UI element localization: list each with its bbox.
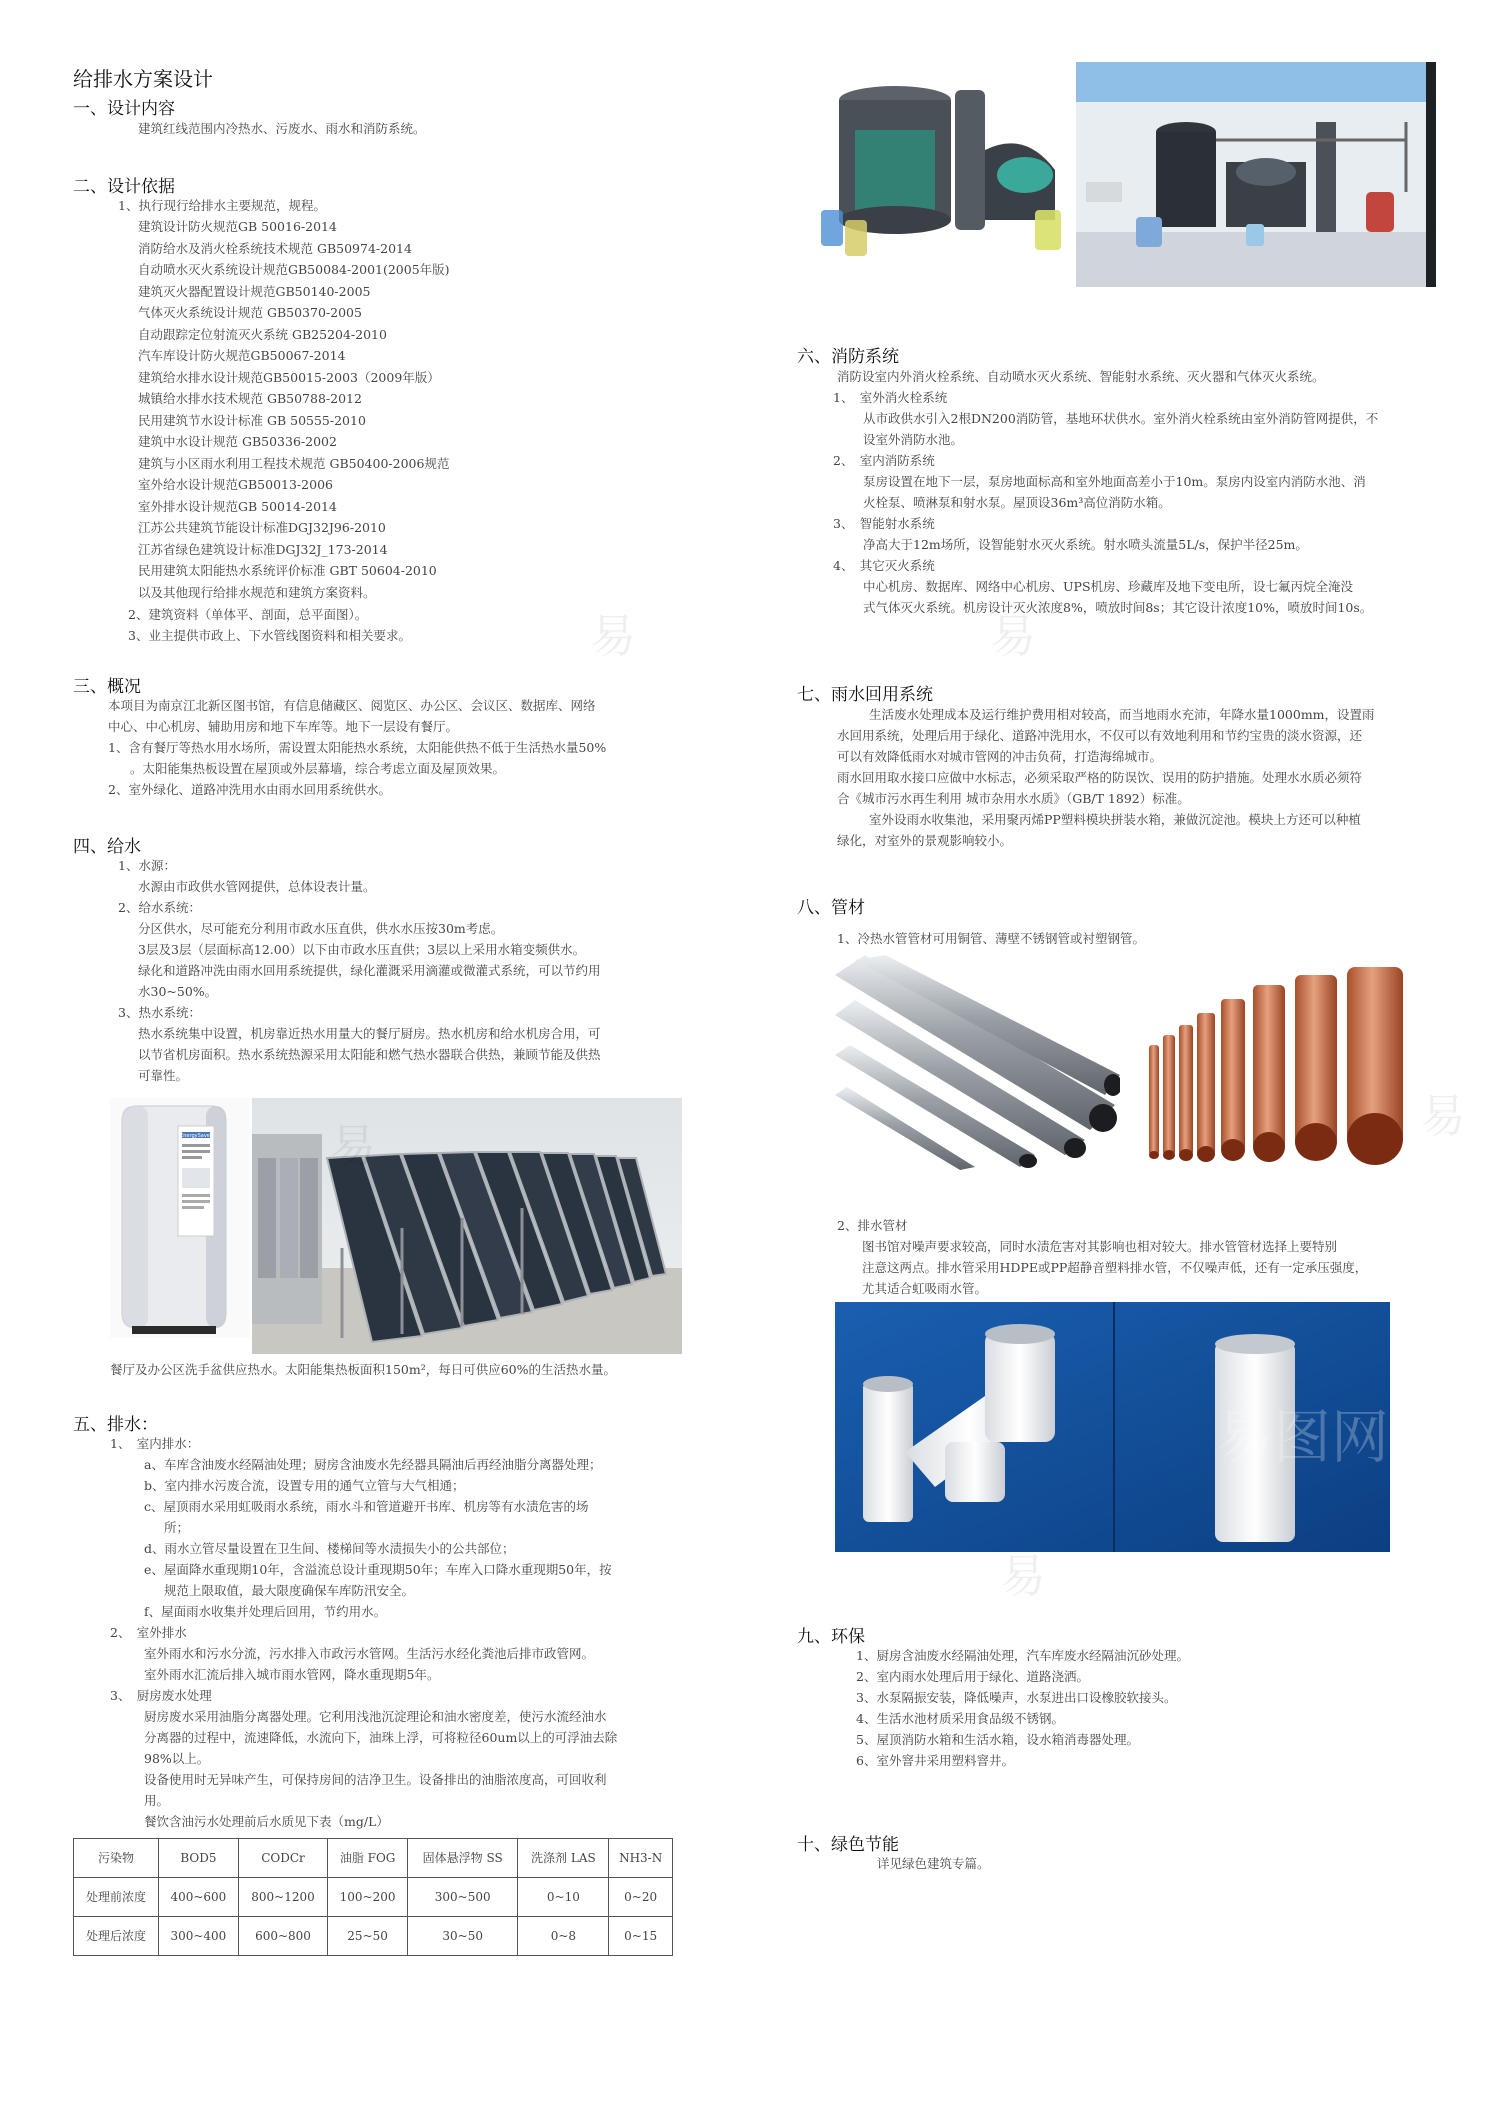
fire-line: 设室外消防水池。: [863, 432, 964, 447]
code-item: 城镇给水排水技术规范 GB50788-2012: [138, 391, 362, 406]
fire-line: 中心机房、数据库、网络中心机房、UPS机房、珍藏库及地下变电所，设七氟丙烷全淹没: [863, 579, 1354, 594]
section-8-heading: 八、管材: [797, 898, 865, 918]
drainage-line: 98%以上。: [144, 1751, 210, 1766]
code-item: 建筑设计防火规范GB 50016-2014: [138, 219, 337, 234]
drainage-line: 室外雨水汇流后排入城市雨水管网，降水重现期5年。: [144, 1667, 440, 1682]
overview-line: 中心、中心机房、辅助用房和地下车库等。地下一层设有餐厅。: [108, 719, 459, 734]
rainwater-line: 室外设雨水收集池，采用聚丙烯PP塑料模块拼装水箱，兼做沉淀池。模块上方还可以种植: [869, 812, 1361, 827]
table-cell: CODCr: [238, 1839, 327, 1878]
code-item: 以及其他现行给排水规范和建筑方案资料。: [138, 584, 376, 600]
code-item: 江苏省绿色建筑设计标准DGJ32J_173-2014: [138, 541, 388, 557]
code-item: 消防给水及消火栓系统技术规范 GB50974-2014: [138, 240, 412, 256]
environment-line: 2、室内雨水处理后用于绿化、道路浇洒。: [856, 1669, 1089, 1684]
drainage-line: 3、 厨房废水处理: [110, 1688, 212, 1703]
table-row: [74, 1917, 673, 1956]
watermark-glyph: 易: [590, 609, 636, 663]
code-item: 室外给水设计规范GB50013-2006: [138, 477, 333, 492]
table-cell: 400~600: [159, 1878, 239, 1917]
water-supply-line: 热水系统集中设置，机房靠近热水用量大的餐厅厨房。热水机房和给水机房合用，可: [138, 1026, 601, 1041]
drainage-line: 设备使用时无异味产生，可保持房间的洁净卫生。设备排出的油脂浓度高，可回收利: [144, 1772, 607, 1787]
drainage-line: 2、 室外排水: [110, 1625, 187, 1640]
pipe-item-2: 2、排水管材: [837, 1218, 908, 1233]
rainwater-line: 生活废水处理成本及运行维护费用相对较高，而当地雨水充沛，年降水量1000mm，设置雨: [869, 707, 1375, 722]
rainwater-line: 水回用系统，处理后用于绿化、道路冲洗用水，不仅可以有效地利用和节约宝贵的淡水资源，还: [837, 728, 1363, 743]
water-supply-line: 1、水源：: [118, 858, 176, 873]
fire-line: 火栓泵、喷淋泵和射水泵。屋顶设36m³高位消防水箱。: [863, 495, 1171, 510]
water-supply-line: 绿化和道路冲洗由雨水回用系统提供，绿化灌溉采用滴灌或微灌式系统，可以节约用: [138, 963, 601, 978]
section-3-heading: 三、概况: [73, 677, 141, 697]
section-2-item-3: 3、业主提供市政上、下水管线图资料和相关要求。: [128, 628, 411, 643]
section-2-heading: 二、设计依据: [73, 177, 175, 197]
fire-line: 泵房设置在地下一层，泵房地面标高和室外地面高差小于10m。泵房内设室内消防水池、消: [863, 474, 1366, 489]
code-item: 建筑灭火器配置设计规范GB50140-2005: [138, 283, 371, 299]
environment-line: 5、屋顶消防水箱和生活水箱，设水箱消毒器处理。: [856, 1732, 1139, 1747]
drain-pipe-line: 尤其适合虹吸雨水管。: [862, 1281, 988, 1296]
table-cell: 油脂 FOG: [328, 1839, 408, 1878]
drainage-line: 1、 室内排水：: [110, 1436, 200, 1451]
section-7-heading: 七、雨水回用系统: [797, 685, 933, 705]
water-quality-table: [73, 1838, 673, 1956]
environment-line: 1、厨房含油废水经隔油处理，汽车库废水经隔油沉砂处理。: [856, 1648, 1189, 1663]
water-supply-line: 3层及3层（层面标高12.00）以下由市政水压直供；3层以上采用水箱变频供水。: [138, 942, 586, 957]
code-item: 气体灭火系统设计规范 GB50370-2005: [138, 305, 362, 320]
fire-line: 2、 室内消防系统: [833, 453, 935, 468]
code-item: 建筑给水排水设计规范GB50015-2003（2009年版）: [138, 369, 440, 385]
stainless-pipe-image: [835, 955, 1120, 1170]
table-cell: 300~400: [159, 1917, 239, 1956]
fire-line: 消防设室内外消火栓系统、自动喷水灭火系统、智能射水系统、灭火器和气体灭火系统。: [837, 369, 1325, 384]
watermark-text: 易图网: [1215, 1403, 1390, 1471]
table-cell: 0~10: [518, 1878, 609, 1917]
table-cell: 0~20: [609, 1878, 673, 1917]
overview-line: 。太阳能集热板设置在屋顶或外层幕墙，综合考虑立面及屋顶效果。: [130, 761, 506, 776]
water-supply-line: 水源由市政供水管网提供，总体设表计量。: [138, 879, 376, 894]
water-supply-line: 分区供水，尽可能充分利用市政水压直供，供水水压按30m考虑。: [138, 921, 504, 936]
drainage-line: b、室内排水污废合流，设置专用的通气立管与大气相通；: [144, 1478, 465, 1493]
fire-line: 3、 智能射水系统: [833, 516, 935, 531]
section-10-text: 详见绿色建筑专篇。: [877, 1856, 990, 1871]
section-4-heading: 四、给水: [73, 837, 141, 857]
watermark-glyph: 易: [990, 609, 1036, 663]
table-cell: 0~15: [609, 1917, 673, 1956]
overview-line: 本项目为南京江北新区图书馆，有信息储藏区、阅览区、办公区、会议区、数据库、网络: [108, 698, 596, 713]
code-item: 自动跟踪定位射流灭火系统 GB25204-2010: [138, 326, 387, 342]
copper-pipe-image: [1127, 955, 1427, 1170]
code-item: 自动喷水灭火系统设计规范GB50084-2001(2005年版): [138, 262, 450, 277]
water-supply-line: 2、给水系统：: [118, 900, 201, 915]
drainage-line: 餐饮含油污水处理前后水质见下表（mg/L）: [144, 1814, 389, 1829]
table-cell: 100~200: [328, 1878, 408, 1917]
solar-caption: 餐厅及办公区洗手盆供应热水。太阳能集热板面积150m²，每日可供应60%的生活热水量。: [110, 1362, 617, 1377]
drainage-line: 厨房废水采用油脂分离器处理。它利用浅池沉淀理论和油水密度差，使污水流经油水: [144, 1709, 607, 1724]
table-cell: 25~50: [328, 1917, 408, 1956]
table-cell: NH3-N: [609, 1839, 673, 1878]
drainage-line: f、屋面雨水收集并处理后回用，节约用水。: [144, 1604, 387, 1619]
table-cell: 洗涤剂 LAS: [518, 1839, 609, 1878]
drainage-line: 所；: [164, 1520, 190, 1535]
table-cell: 污染物: [74, 1839, 159, 1878]
table-cell: 30~50: [407, 1917, 517, 1956]
code-item: 民用建筑节水设计标准 GB 50555-2010: [138, 412, 366, 428]
fire-line: 净高大于12m场所，设智能射水灭火系统。射水喷头流量5L/s，保护半径25m。: [863, 537, 1308, 552]
environment-line: 3、水泵隔振安装，降低噪声，水泵进出口设橡胶软接头。: [856, 1690, 1177, 1705]
drainage-line: c、屋顶雨水采用虹吸雨水系统，雨水斗和管道避开书库、机房等有水渍危害的场: [144, 1499, 589, 1514]
rainwater-line: 可以有效降低雨水对城市管网的冲击负荷，打造海绵城市。: [837, 749, 1163, 764]
oil-separator-installation-image: [1076, 62, 1436, 287]
pipe-item-1: 1、冷热水管管材可用铜管、薄壁不锈钢管或衬塑钢管。: [837, 931, 1145, 946]
drainage-line: d、雨水立管尽量设置在卫生间、楼梯间等水渍损失小的公共部位；: [144, 1541, 515, 1556]
water-supply-line: 3、热水系统：: [118, 1005, 201, 1020]
water-supply-line: 可靠性。: [138, 1068, 189, 1083]
drainage-line: 分离器的过程中，流速降低，水流向下，油珠上浮，可将粒径60um以上的可浮油去除: [144, 1730, 618, 1745]
code-item: 建筑与小区雨水利用工程技术规范 GB50400-2006规范: [138, 455, 450, 471]
section-5-heading: 五、排水：: [73, 1415, 158, 1435]
code-item: 建筑中水设计规范 GB50336-2002: [138, 434, 337, 449]
table-row: [74, 1878, 673, 1917]
rainwater-line: 雨水回用取水接口应做中水标志，必须采取严格的防误饮、误用的防护措施。处理水水质必须符: [837, 770, 1363, 785]
water-heater-image: [110, 1098, 250, 1338]
section-1-text: 建筑红线范围内冷热水、污废水、雨水和消防系统。: [138, 121, 426, 136]
code-item: 江苏公共建筑节能设计标准DGJ32J96-2010: [138, 520, 386, 535]
water-supply-line: 以节省机房面积。热水系统热源采用太阳能和燃气热水器联合供热，兼顾节能及供热: [138, 1047, 601, 1062]
watermark-glyph: 易: [1420, 1089, 1466, 1143]
rainwater-line: 合《城市污水再生利用 城市杂用水水质》（GB/T 1892）标准。: [837, 791, 1190, 806]
heater-brand: EnergySaver: [180, 1133, 212, 1139]
environment-line: 4、生活水池材质采用食品级不锈钢。: [856, 1711, 1064, 1726]
table-cell: 600~800: [238, 1917, 327, 1956]
table-cell: 固体悬浮物 SS: [407, 1839, 517, 1878]
solar-collector-image: [252, 1098, 682, 1354]
table-cell: BOD5: [159, 1839, 239, 1878]
document-title: 给排水方案设计: [73, 67, 213, 91]
table-cell: 处理后浓度: [74, 1917, 159, 1956]
code-item: 汽车库设计防火规范GB50067-2014: [138, 348, 346, 363]
pvc-drain-pipe-image: [835, 1302, 1390, 1552]
environment-line: 6、室外窨井采用塑料窨井。: [856, 1753, 1014, 1768]
fire-line: 式气体灭火系统。机房设计灭火浓度8%，喷放时间8s；其它设计浓度10%，喷放时间10s。: [863, 600, 1373, 615]
table-header-row: [74, 1839, 673, 1878]
drainage-line: a、车库含油废水经隔油处理；厨房含油废水先经器具隔油后再经油脂分离器处理；: [144, 1457, 602, 1472]
water-supply-line: 水30~50%。: [138, 984, 218, 999]
code-item: 室外排水设计规范GB 50014-2014: [138, 498, 337, 514]
section-6-heading: 六、消防系统: [797, 347, 899, 367]
drain-pipe-line: 图书馆对噪声要求较高，同时水渍危害对其影响也相对较大。排水管管材选择上要特别: [862, 1239, 1338, 1254]
section-9-heading: 九、环保: [797, 1627, 865, 1647]
fire-line: 4、 其它灭火系统: [833, 558, 935, 573]
table-cell: 处理前浓度: [74, 1878, 159, 1917]
section-2-item-2: 2、建筑资料（单体平、剖面，总平面图）。: [128, 607, 368, 622]
table-cell: 0~8: [518, 1917, 609, 1956]
watermark-glyph: 易: [1000, 1549, 1046, 1603]
code-item: 民用建筑太阳能热水系统评价标准 GBT 50604-2010: [138, 563, 437, 578]
rainwater-line: 绿化，对室外的景观影响较小。: [837, 833, 1013, 848]
oil-separator-product-image: [815, 60, 1075, 275]
section-2-item-1: 1、执行现行给排水主要规范，规程。: [118, 198, 326, 213]
drain-pipe-line: 注意这两点。排水管采用HDPE或PP超静音塑料排水管，不仅噪声低，还有一定承压强度，: [862, 1260, 1368, 1275]
overview-line: 1、含有餐厅等热水用水场所，需设置太阳能热水系统，太阳能供热不低于生活热水量50%: [108, 740, 607, 755]
fire-line: 从市政供水引入2根DN200消防管，基地环状供水。室外消火栓系统由室外消防管网提供，不: [863, 411, 1379, 426]
overview-line: 2、室外绿化、道路冲洗用水由雨水回用系统供水。: [108, 782, 391, 797]
drainage-line: 用。: [144, 1793, 170, 1808]
section-1-heading: 一、设计内容: [73, 99, 175, 119]
table-cell: 800~1200: [238, 1878, 327, 1917]
section-10-heading: 十、绿色节能: [797, 1835, 899, 1855]
drainage-line: 规范上限取值，最大限度确保车库防汛安全。: [164, 1583, 415, 1598]
fire-line: 1、 室外消火栓系统: [833, 390, 948, 405]
code-list: [138, 216, 450, 603]
drainage-line: e、屋面降水重现期10年，含溢流总设计重现期50年；车库入口降水重现期50年，按: [144, 1562, 612, 1577]
drainage-line: 室外雨水和污水分流，污水排入市政污水管网。生活污水经化粪池后排市政管网。: [144, 1646, 595, 1661]
table-cell: 300~500: [407, 1878, 517, 1917]
